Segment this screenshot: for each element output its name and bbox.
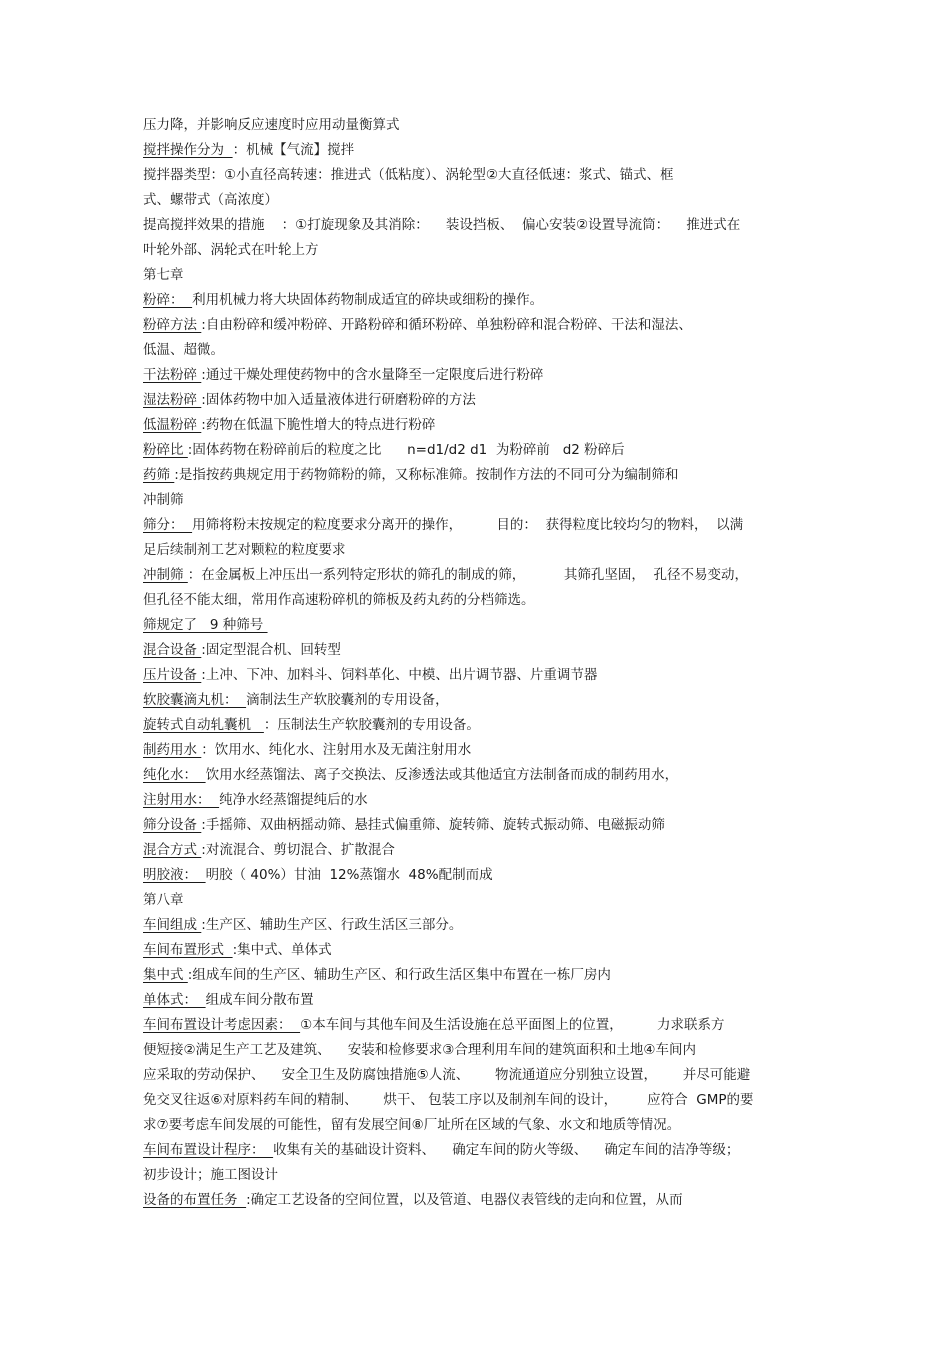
line-text: ①本车间与其他车间及生活设施在总平面图上的位置， 力求联系方 xyxy=(300,1017,725,1033)
text-line xyxy=(143,1166,278,1184)
line-text: 低温、超微。 xyxy=(143,342,224,358)
line-text: :组成车间的生产区、辅助生产区、和行政生活区集中布置在一栋厂房内 xyxy=(187,967,611,983)
text-line xyxy=(143,941,332,959)
line-text: 纯净水经蒸馏提纯后的水 xyxy=(219,792,368,808)
text-line xyxy=(143,666,597,684)
term-label: 车间布置形式 xyxy=(143,942,233,958)
term-label: 纯化水： xyxy=(143,767,206,783)
line-text: :固定型混合机、回转型 xyxy=(201,642,341,658)
line-text: :集中式、单体式 xyxy=(232,942,332,958)
term-label: 药筛 xyxy=(143,467,175,483)
text-line xyxy=(143,391,476,409)
text-line xyxy=(143,516,743,534)
text-line xyxy=(143,916,462,934)
text-line xyxy=(143,466,678,484)
line-text: ：压制法生产软胶囊剂的专用设备。 xyxy=(263,717,480,733)
text-line xyxy=(143,316,692,334)
text-line xyxy=(143,541,346,559)
line-text: 但孔径不能太细，常用作高速粉碎机的筛板及药丸药的分档筛选。 xyxy=(143,592,535,608)
line-text: 第七章 xyxy=(143,267,184,283)
term-label: 湿法粉碎 xyxy=(143,392,202,408)
term-label: 筛分设备 xyxy=(143,817,202,833)
line-text: 式、螺带式（高浓度） xyxy=(143,192,278,208)
term-label: 设备的布置任务 xyxy=(143,1192,247,1208)
text-line xyxy=(143,766,678,784)
text-line xyxy=(143,241,319,259)
term-label: 明胶液： xyxy=(143,867,206,883)
text-line xyxy=(143,591,535,609)
term-label: 粉碎方法 xyxy=(143,317,202,333)
text-line xyxy=(143,191,278,209)
text-line xyxy=(143,266,184,284)
term-label: 旋转式自动轧囊机 xyxy=(143,717,264,733)
line-text: 压力降，并影响反应速度时应用动量衡算式 xyxy=(143,117,400,133)
text-line xyxy=(143,441,625,459)
text-line xyxy=(143,691,449,709)
line-text: ：机械【气流】搅拌 xyxy=(232,142,355,158)
term-label: 筛分： xyxy=(143,517,193,533)
term-label: 单体式： xyxy=(143,992,206,1008)
line-text: :确定工艺设备的空间位置，以及管道、电器仪表管线的走向和位置，从而 xyxy=(246,1192,683,1208)
text-line xyxy=(143,716,480,734)
text-line xyxy=(143,341,224,359)
term-label: 车间组成 xyxy=(143,917,202,933)
term-label: 车间布置设计考虑因素： xyxy=(143,1017,301,1033)
text-line xyxy=(143,1041,696,1059)
term-label: 集中式 xyxy=(143,967,188,983)
line-text: 组成车间分散布置 xyxy=(205,992,314,1008)
text-line xyxy=(143,1091,754,1109)
term-label: 注射用水： xyxy=(143,792,220,808)
line-text: :生产区、辅助生产区、行政生活区三部分。 xyxy=(201,917,463,933)
term-label: 粉碎比 xyxy=(143,442,188,458)
term-label: 干法粉碎 xyxy=(143,367,202,383)
line-text: 滴制法生产软胶囊剂的专用设备， xyxy=(246,692,449,708)
text-line xyxy=(143,616,268,634)
text-line xyxy=(143,841,395,859)
term-label: 车间布置设计程序： xyxy=(143,1142,274,1158)
line-text: :自由粉碎和缓冲粉碎、开路粉碎和循环粉碎、单独粉碎和混合粉碎、干法和湿法、 xyxy=(201,317,692,333)
term-label: 冲制筛 xyxy=(143,567,188,583)
text-line xyxy=(143,141,354,159)
line-text: 求⑦要考虑车间发展的可能性，留有发展空间⑧厂址所在区域的气象、水文和地质等情况。 xyxy=(143,1117,681,1133)
line-text: 收集有关的基础设计资料、 确定车间的防火等级、 确定车间的洁净等级； xyxy=(273,1142,740,1158)
text-line xyxy=(143,1116,680,1134)
line-text: :上冲、下冲、加料斗、饲料革化、中模、出片调节器、片重调节器 xyxy=(201,667,598,683)
text-line xyxy=(143,791,368,809)
text-line xyxy=(143,491,184,509)
line-text: ：在金属板上冲压出一系列特定形状的筛孔的制成的筛， 其筛孔坚固， 孔径不易变动， xyxy=(187,567,748,583)
text-line xyxy=(143,1191,683,1209)
text-line xyxy=(143,1016,725,1034)
line-text: :固体药物在粉碎前后的粒度之比 n=d1/d2 d1 为粉碎前 d2 粉碎后 xyxy=(187,442,625,458)
text-line xyxy=(143,366,543,384)
line-text: 足后续制剂工艺对颗粒的粒度要求 xyxy=(143,542,346,558)
term-label: 搅拌操作分为 xyxy=(143,142,233,158)
line-text: 应采取的劳动保护、 安全卫生及防腐蚀措施⑤人流、 物流通道应分别独立设置， 并尽可能避 xyxy=(143,1067,751,1083)
line-text: 利用机械力将大块固体药物制成适宜的碎块或细粉的操作。 xyxy=(192,292,544,308)
line-text: :手摇筛、双曲柄摇动筛、悬挂式偏重筛、旋转筛、旋转式振动筛、电磁振动筛 xyxy=(201,817,665,833)
text-line xyxy=(143,816,665,834)
line-text: 免交叉往返⑥对原料药车间的精制、 烘干、 包装工序以及制剂车间的设计， 应符合 GMP的要 xyxy=(143,1092,754,1108)
line-text: 叶轮外部、涡轮式在叶轮上方 xyxy=(143,242,319,258)
term-label: 筛规定了 9 种筛号 xyxy=(143,617,268,633)
line-text: 明胶（ 40%）甘油 12%蒸馏水 48%配制而成 xyxy=(205,867,493,883)
term-label: 软胶囊滴丸机： xyxy=(143,692,247,708)
line-text: :通过干燥处理使药物中的含水量降至一定限度后进行粉碎 xyxy=(201,367,544,383)
text-line xyxy=(143,741,471,759)
text-line xyxy=(143,566,748,584)
text-line xyxy=(143,216,740,234)
line-text: 便短接②满足生产工艺及建筑、 安装和检修要求③合理利用车间的建筑面积和土地④车间内 xyxy=(143,1042,696,1058)
line-text: 用筛将粉末按规定的粒度要求分离开的操作， 目的： 获得粒度比较均匀的物料， 以满 xyxy=(192,517,744,533)
term-label: 压片设备 xyxy=(143,667,202,683)
text-line xyxy=(143,866,493,884)
line-text: 搅拌器类型：①小直径高转速：推进式（低粘度）、涡轮型②大直径低速：浆式、锚式、框 xyxy=(143,167,674,183)
line-text: :对流混合、剪切混合、扩散混合 xyxy=(201,842,395,858)
text-line xyxy=(143,966,611,984)
line-text: :药物在低温下脆性增大的特点进行粉碎 xyxy=(201,417,436,433)
text-line xyxy=(143,1141,739,1159)
term-label: 低温粉碎 xyxy=(143,417,202,433)
term-label: 混合方式 xyxy=(143,842,202,858)
line-text: :是指按药典规定用于药物筛粉的筛，又称标准筛。按制作方法的不同可分为编制筛和 xyxy=(174,467,679,483)
text-line xyxy=(143,641,341,659)
term-label: 混合设备 xyxy=(143,642,202,658)
text-line xyxy=(143,291,543,309)
term-label: 粉碎： xyxy=(143,292,193,308)
text-line xyxy=(143,991,314,1009)
text-line xyxy=(143,891,184,909)
term-label: 制药用水 xyxy=(143,742,202,758)
line-text: 饮用水经蒸馏法、离子交换法、反渗透法或其他适宜方法制备而成的制药用水， xyxy=(205,767,679,783)
line-text: 初步设计；施工图设计 xyxy=(143,1167,278,1183)
text-line xyxy=(143,416,435,434)
text-line xyxy=(143,1066,750,1084)
line-text: 提高搅拌效果的措施 ：①打旋现象及其消除： 装设挡板、 偏心安装②设置导流筒： 推进式在 xyxy=(143,217,741,233)
line-text: 冲制筛 xyxy=(143,492,184,508)
line-text: 第八章 xyxy=(143,892,184,908)
line-text: ：饮用水、纯化水、注射用水及无菌注射用水 xyxy=(201,742,472,758)
text-line xyxy=(143,166,673,184)
line-text: :固体药物中加入适量液体进行研磨粉碎的方法 xyxy=(201,392,476,408)
text-line xyxy=(143,116,400,134)
